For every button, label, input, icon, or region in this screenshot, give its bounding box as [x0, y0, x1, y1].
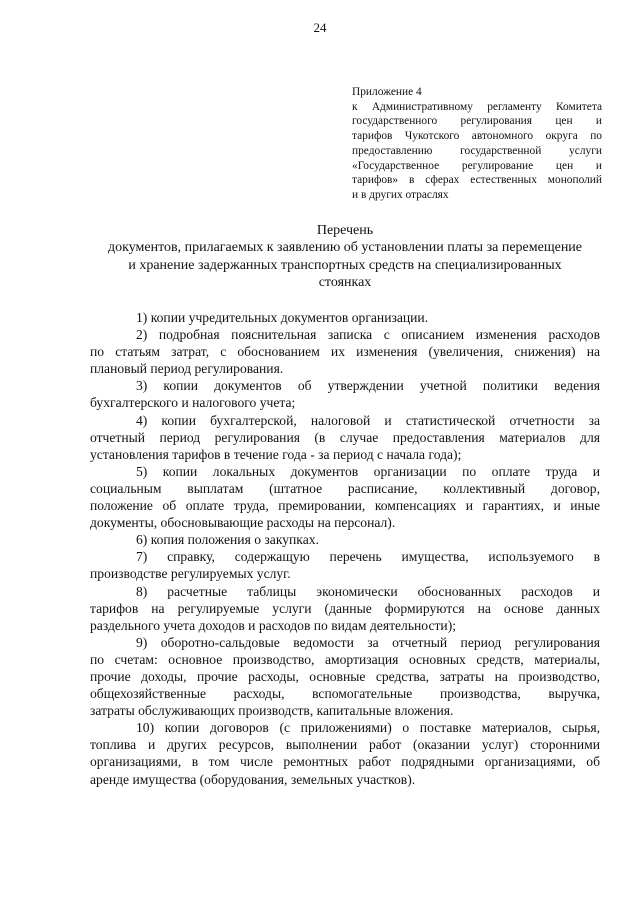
list-item-line: 3) копии документов об утверждении учетной политики ведения	[136, 378, 600, 394]
list-item-line: 4) копии бухгалтерской, налоговой и статистической отчетности за	[136, 412, 600, 428]
appendix-line: государственного регулирования цен и	[352, 115, 602, 128]
list-item	[90, 412, 600, 463]
list-item	[90, 377, 600, 411]
list-item-line: плановый период регулирования.	[90, 361, 284, 377]
list-item-line: 7) справку, содержащую перечень имущества, используемого в	[136, 549, 600, 565]
list-item	[90, 326, 600, 377]
appendix-line: тарифов Чукотского автономного округа по	[352, 130, 602, 143]
list-item-line: 1) копии учредительных документов организации.	[136, 310, 429, 325]
list-item-line: бухгалтерского и налогового учета;	[90, 395, 296, 411]
list-item-line: документы, обосновывающие расходы на персонал).	[90, 515, 396, 531]
list-item-line: по статьям затрат, с обоснованием их изменения (увеличения, снижения) на	[90, 344, 600, 360]
list-item	[90, 634, 600, 719]
list-item-line: производстве регулируемых услуг.	[90, 566, 291, 582]
list-item	[90, 309, 600, 326]
list-item-line: тарифов на регулируемые услуги (данные формируются на основе данных	[90, 600, 600, 616]
list-item-line: раздельного учета доходов и расходов по видам деятельности);	[90, 617, 456, 633]
list-item-line: аренде имущества (оборудования, земельных участков).	[90, 771, 416, 787]
list-item	[90, 583, 600, 634]
appendix-line: предоставлению государственной услуги	[352, 144, 602, 157]
list-item-line: прочие доходы, прочие расходы, основные средства, затраты на производство,	[90, 668, 600, 684]
documents-list	[90, 309, 600, 788]
list-item-line: положение об оплате труда, премировании, компенсациях и гарантиях, и иные	[90, 498, 600, 514]
appendix-line: Приложение 4	[352, 86, 422, 98]
title-heading: Перечень	[316, 223, 374, 238]
list-item-line: организациями, в том числе ремонтных работ подрядными организациями, об	[90, 754, 600, 770]
title-subtitle	[85, 239, 605, 291]
appendix-line: и в других отраслях	[352, 188, 449, 201]
subtitle-line: и хранение задержанных транспортных средств на специализированных	[128, 257, 562, 273]
list-item	[90, 463, 600, 531]
list-item-line: общехозяйственные расходы, вспомогательные производства, выручка,	[90, 686, 600, 702]
list-item-line: 5) копии локальных документов организации по оплате труда и	[136, 463, 600, 479]
list-item-line: 2) подробная пояснительная записка с описанием изменения расходов	[136, 327, 600, 343]
appendix-note	[352, 85, 602, 203]
appendix-line: «Государственное регулирование цен и	[352, 159, 602, 172]
list-item	[90, 548, 600, 582]
list-item-line: социальным выплатам (штатное расписание, коллективный договор,	[90, 480, 600, 496]
document-title	[85, 222, 605, 292]
subtitle-line: документов, прилагаемых к заявлению об установлении платы за перемещение	[107, 240, 583, 256]
list-item-line: отчетный период регулирования (в случае предоставления материалов для	[90, 429, 600, 445]
list-item-line: 6) копия положения о закупках.	[136, 532, 319, 548]
list-item-line: установления тарифов в течение года - за период с начала года);	[90, 446, 462, 462]
list-item	[90, 719, 600, 787]
appendix-line: к Административному регламенту Комитета	[352, 100, 602, 113]
list-item-line: 10) копии договоров (с приложениями) о поставке материалов, сырья,	[136, 720, 600, 736]
subtitle-line: стоянках	[318, 275, 372, 291]
list-item-line: 9) оборотно-сальдовые ведомости за отчетный период регулирования	[136, 634, 600, 650]
appendix-line: тарифов» в сферах естественных монополий	[352, 174, 602, 187]
list-item-line: топлива и других ресурсов, выполнении работ (оказании услуг) сторонними	[90, 737, 600, 753]
list-item-line: 8) расчетные таблицы экономически обоснованных расходов и	[136, 583, 600, 599]
page-number: 24	[313, 20, 327, 35]
list-item-line: затраты обслуживающих производств, капитальные вложения.	[90, 703, 454, 719]
list-item	[90, 531, 600, 548]
list-item-line: по счетам: основное производство, амортизация основных средств, материалы,	[90, 651, 600, 667]
